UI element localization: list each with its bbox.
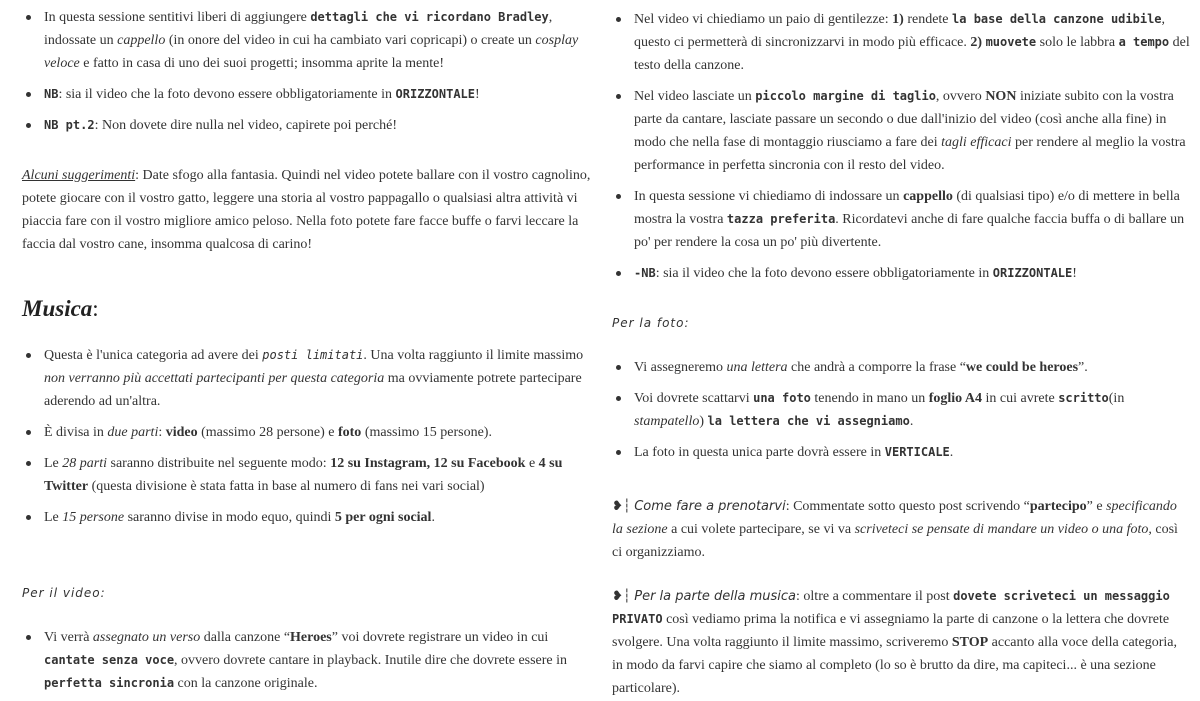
- suggestions-paragraph: Alcuni suggerimenti: Date sfogo alla fantasia. Quindi nel video potete ballare con il vostro cagnolino, potete giocare con il vostro gatto, leggere una storia al vostro pappagallo o qualsiasi altra attività vi piaccia fare con il vostro migliore amico peloso. Nella foto potete fare facce buffe o farvi leccare la faccia dal vostro cane, insomma qualcosa di carino!: [22, 168, 591, 252]
- list-item: Questa è l'unica categoria ad avere dei posti limitati. Una volta raggiunto il limite massimo non verranno più accettati partecipanti per questa categoria ma ovviamente potrete partecipare aderendo ad un'altra.: [22, 344, 594, 413]
- list-item: Vi assegneremo una lettera che andrà a comporre la frase “we could be heroes”.: [612, 356, 1190, 379]
- list-item: NB pt.2: Non dovete dire nulla nel video, capirete poi perché!: [22, 114, 594, 137]
- list-item: È divisa in due parti: video (massimo 28 persone) e foto (massimo 15 persone).: [22, 421, 594, 444]
- per-video-subheading: Per il video:: [22, 586, 106, 600]
- video-list: [22, 626, 594, 695]
- video-details-list: [612, 8, 1190, 285]
- list-item: NB: sia il video che la foto devono essere obbligatoriamente in ORIZZONTALE!: [22, 83, 594, 106]
- per-foto-subheading: Per la foto:: [612, 316, 690, 330]
- list-item: La foto in questa unica parte dovrà essere in VERTICALE.: [612, 441, 1190, 464]
- list-item: Vi verrà assegnato un verso dalla canzone “Heroes” voi dovrete registrare un video in cui cantate senza voce, ovvero dovrete cantare in playback. Inutile dire che dovrete essere in perfetta sincronia con la canzone originale.: [22, 626, 594, 695]
- prenotarvi-paragraph: ❥┆ Come fare a prenotarvi: Commentate sotto questo post scrivendo “partecipo” e specificando la sezione a cui volete partecipare, se vi va scriveteci se pensate di mandare un video o una foto, così ci organizziamo.: [612, 498, 1178, 560]
- list-item: In questa sessione sentitivi liberi di aggiungere dettagli che vi ricordano Bradley, indossate un cappello (in onore del video in cui ha cambiato vari copricapi) o create un cosplay veloce e fatto in casa di uno dei suoi progetti; insomma aprite la mente!: [22, 6, 594, 75]
- list-item: In questa sessione vi chiediamo di indossare un cappello (di qualsiasi tipo) e/o di mettere in bella mostra la vostra tazza preferita. Ricordatevi anche di fare qualche faccia buffa o di ballare un po' per rendere la cosa un po' più divertente.: [612, 185, 1190, 254]
- list-item: Nel video vi chiediamo un paio di gentilezze: 1) rendete la base della canzone udibile, questo ci permetterà di sincronizzarvi in modo più efficace. 2) muovete solo le labbra a tempo del testo della canzone.: [612, 8, 1190, 77]
- musica-list: [22, 344, 594, 529]
- list-item: Voi dovrete scattarvi una foto tenendo in mano un foglio A4 in cui avrete scritto(in stampatello) la lettera che vi assegniamo.: [612, 387, 1190, 433]
- list-item: Le 15 persone saranno divise in modo equo, quindi 5 per ogni social.: [22, 506, 594, 529]
- musica-heading: Musica:: [22, 296, 99, 321]
- foto-list: [612, 356, 1190, 464]
- list-item: Le 28 parti saranno distribuite nel seguente modo: 12 su Instagram, 12 su Facebook e 4 su Twitter (questa divisione è stata fatta in base al numero di fans nei vari social): [22, 452, 594, 498]
- list-item: -NB: sia il video che la foto devono essere obbligatoriamente in ORIZZONTALE!: [612, 262, 1190, 285]
- list-item: Nel video lasciate un piccolo margine di taglio, ovvero NON iniziate subito con la vostra parte da cantare, lasciate passare un secondo o due dall'inizio del video (così anche alla fine) in modo che nella fase di montaggio riusciamo a fare dei tagli efficaci per rendere al meglio la vostra performance in perfetta sincronia con il resto del video.: [612, 85, 1190, 177]
- heart-arrow-icon: ❥┆: [612, 498, 631, 513]
- intro-list: [22, 6, 594, 137]
- heart-arrow-icon: ❥┆: [612, 588, 631, 603]
- musica-part-paragraph: ❥┆ Per la parte della musica: oltre a commentare il post dovete scriveteci un messaggio PRIVATO così vediamo prima la notifica e vi assegniamo la parte di canzone o la lettera che dovrete svolgere. Una volta raggiunto il limite massimo, scriveremo STOP accanto alla voce della categoria, in modo da farvi capire che siamo al completo (lo so è brutto da dire, ma capiteci... è una sezione particolare).: [612, 588, 1178, 696]
